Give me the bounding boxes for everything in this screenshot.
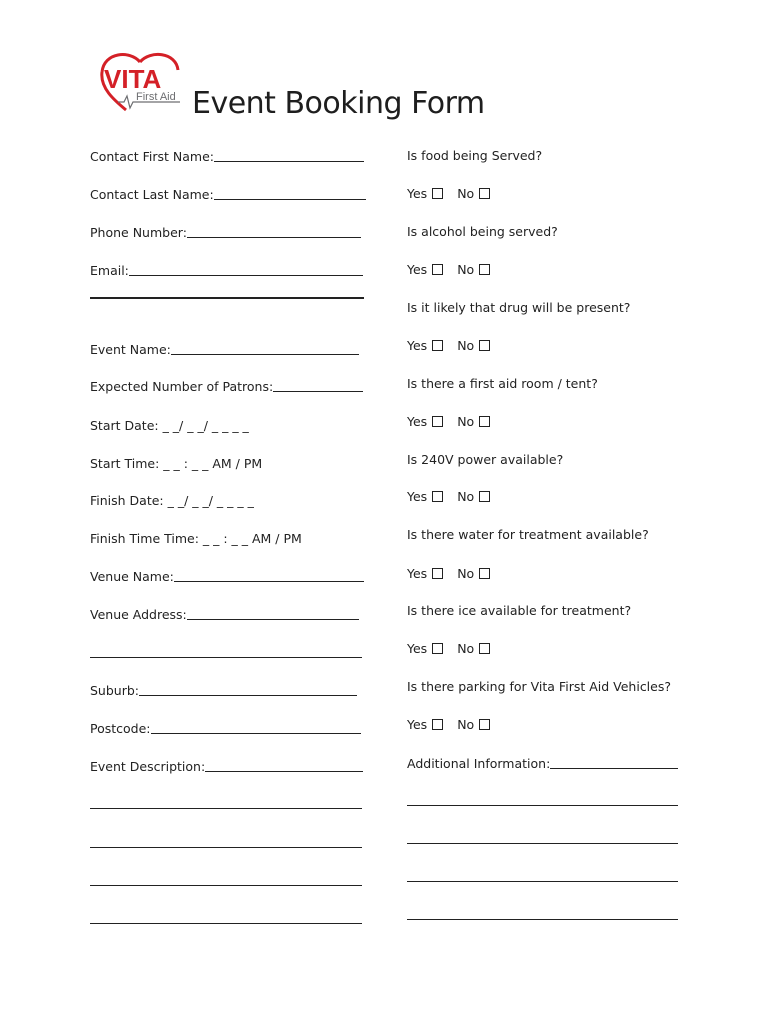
yes-label: Yes: [407, 414, 428, 429]
event-description-line-5[interactable]: [90, 923, 362, 924]
no-checkbox[interactable]: [479, 416, 490, 427]
additional-information-line-3[interactable]: [407, 843, 678, 844]
answer-alcohol: [407, 262, 490, 277]
expected-patrons-input[interactable]: [273, 391, 363, 392]
yes-label: Yes: [407, 338, 428, 353]
additional-information-label: Additional Information:: [407, 756, 551, 771]
contact-first-name-field[interactable]: [90, 147, 364, 165]
venue-address-field[interactable]: [90, 605, 359, 623]
phone-number-input[interactable]: [187, 237, 361, 238]
section-divider: [90, 297, 364, 299]
yes-checkbox[interactable]: [432, 491, 443, 502]
answer-first-aid-room: [407, 414, 490, 429]
event-description-field[interactable]: [90, 757, 363, 775]
no-checkbox[interactable]: [479, 643, 490, 654]
event-description-input[interactable]: [205, 771, 363, 772]
yes-label: Yes: [407, 717, 428, 732]
venue-name-field[interactable]: [90, 567, 364, 585]
yes-checkbox[interactable]: [432, 643, 443, 654]
no-label: No: [457, 414, 475, 429]
contact-last-name-field[interactable]: [90, 185, 366, 203]
vita-first-aid-logo: [96, 52, 188, 116]
start-time-field[interactable]: [90, 454, 262, 472]
venue-name-label: Venue Name:: [90, 569, 174, 584]
event-name-field[interactable]: [90, 340, 359, 358]
question-drugs: Is it likely that drug will be present?: [407, 300, 631, 315]
event-name-input[interactable]: [171, 354, 359, 355]
additional-information-input[interactable]: [550, 768, 678, 769]
no-checkbox[interactable]: [479, 340, 490, 351]
venue-name-input[interactable]: [174, 581, 364, 582]
yes-checkbox[interactable]: [432, 416, 443, 427]
email-input[interactable]: [129, 275, 363, 276]
answer-ice: [407, 641, 490, 656]
page-title: Event Booking Form: [192, 86, 485, 121]
finish-date-field[interactable]: [90, 491, 254, 509]
suburb-input[interactable]: [139, 695, 357, 696]
answer-parking: [407, 717, 490, 732]
start-date-label: Start Date: _ _/ _ _/ _ _ _ _: [90, 418, 249, 433]
contact-first-name-label: Contact First Name:: [90, 149, 214, 164]
additional-information-line-5[interactable]: [407, 919, 678, 920]
contact-last-name-input[interactable]: [214, 199, 366, 200]
event-description-label: Event Description:: [90, 759, 206, 774]
no-checkbox[interactable]: [479, 491, 490, 502]
answer-water: [407, 566, 490, 581]
no-checkbox[interactable]: [479, 188, 490, 199]
phone-number-field[interactable]: [90, 223, 361, 241]
start-date-field[interactable]: [90, 416, 249, 434]
venue-address-input[interactable]: [187, 619, 359, 620]
no-checkbox[interactable]: [479, 568, 490, 579]
answer-drugs: [407, 338, 490, 353]
email-field[interactable]: [90, 261, 363, 279]
answer-food: [407, 186, 490, 201]
postcode-input[interactable]: [151, 733, 361, 734]
finish-time-field[interactable]: [90, 529, 302, 547]
answer-power: [407, 489, 490, 504]
no-label: No: [457, 186, 475, 201]
svg-text:VITA: VITA: [104, 64, 162, 94]
contact-first-name-input[interactable]: [214, 161, 364, 162]
postcode-field[interactable]: [90, 719, 361, 737]
question-water: Is there water for treatment available?: [407, 527, 649, 542]
start-time-label: Start Time: _ _ : _ _ AM / PM: [90, 456, 263, 471]
finish-date-label: Finish Date: _ _/ _ _/ _ _ _ _: [90, 493, 254, 508]
no-label: No: [457, 717, 475, 732]
yes-label: Yes: [407, 186, 428, 201]
expected-patrons-field[interactable]: [90, 377, 363, 395]
contact-last-name-label: Contact Last Name:: [90, 187, 214, 202]
yes-label: Yes: [407, 641, 428, 656]
postcode-label: Postcode:: [90, 721, 151, 736]
yes-checkbox[interactable]: [432, 340, 443, 351]
question-power: Is 240V power available?: [407, 452, 564, 467]
suburb-field[interactable]: [90, 681, 357, 699]
finish-time-label: Finish Time Time: _ _ : _ _ AM / PM: [90, 531, 302, 546]
question-first-aid-room: Is there a first aid room / tent?: [407, 376, 598, 391]
no-label: No: [457, 566, 475, 581]
phone-number-label: Phone Number:: [90, 225, 187, 240]
suburb-label: Suburb:: [90, 683, 139, 698]
no-label: No: [457, 641, 475, 656]
yes-label: Yes: [407, 566, 428, 581]
yes-label: Yes: [407, 262, 428, 277]
question-alcohol: Is alcohol being served?: [407, 224, 558, 239]
question-food: Is food being Served?: [407, 148, 543, 163]
question-ice: Is there ice available for treatment?: [407, 603, 632, 618]
yes-label: Yes: [407, 489, 428, 504]
additional-information-line-4[interactable]: [407, 881, 678, 882]
yes-checkbox[interactable]: [432, 719, 443, 730]
svg-text:First Aid: First Aid: [136, 91, 176, 103]
no-label: No: [457, 338, 475, 353]
no-label: No: [457, 262, 475, 277]
yes-checkbox[interactable]: [432, 568, 443, 579]
yes-checkbox[interactable]: [432, 188, 443, 199]
no-checkbox[interactable]: [479, 719, 490, 730]
expected-patrons-label: Expected Number of Patrons:: [90, 379, 274, 394]
event-name-label: Event Name:: [90, 342, 171, 357]
additional-information-line-2[interactable]: [407, 805, 678, 806]
event-description-line-2[interactable]: [90, 808, 362, 809]
email-label: Email:: [90, 263, 129, 278]
additional-information-field[interactable]: [407, 754, 678, 772]
event-description-line-3[interactable]: [90, 847, 362, 848]
question-parking: Is there parking for Vita First Aid Vehicles?: [407, 679, 671, 694]
venue-address-label: Venue Address:: [90, 607, 187, 622]
no-label: No: [457, 489, 475, 504]
venue-address-line-2[interactable]: [90, 657, 362, 658]
event-description-line-4[interactable]: [90, 885, 362, 886]
yes-checkbox[interactable]: [432, 264, 443, 275]
no-checkbox[interactable]: [479, 264, 490, 275]
